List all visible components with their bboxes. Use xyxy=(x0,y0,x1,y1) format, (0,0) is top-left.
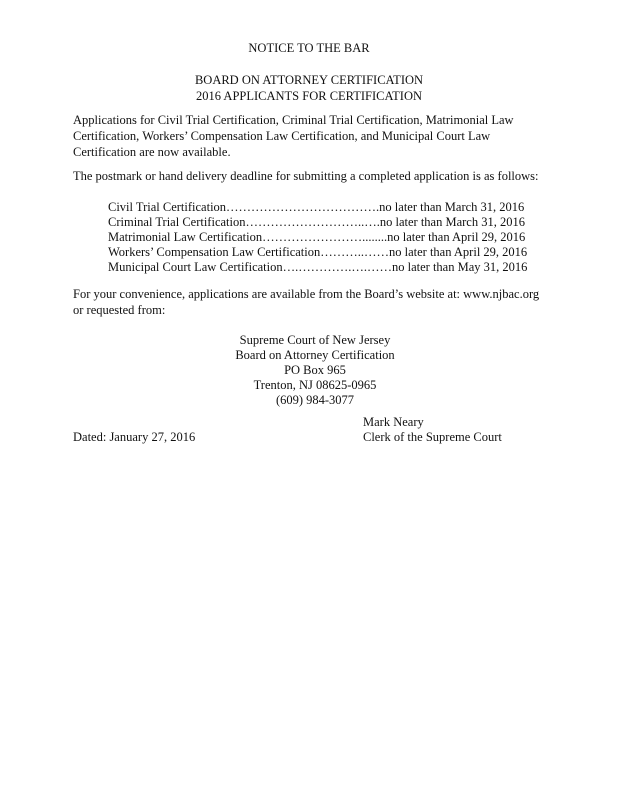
notice-title: NOTICE TO THE BAR xyxy=(248,41,370,55)
address-line-board: Board on Attorney Certification xyxy=(235,348,395,362)
deadline-matrimonial-law: Matrimonial Law Certification……………………........no later than April 29, 2016 xyxy=(108,230,526,244)
convenience-paragraph: For your convenience, applications are available from the Board’s website at: www.njbac.org or requested from: xyxy=(73,287,540,317)
deadline-municipal-court: Municipal Court Law Certification….………….….……no later than May 31, 2016 xyxy=(108,260,528,274)
board-title: BOARD ON ATTORNEY CERTIFICATION xyxy=(194,73,424,87)
document-subtitle: 2016 APPLICANTS FOR CERTIFICATION xyxy=(195,89,422,103)
deadline-workers-compensation: Workers’ Compensation Law Certification………..……no later than April 29, 2016 xyxy=(108,245,528,259)
address-line-city: Trenton, NJ 08625-0965 xyxy=(253,378,377,392)
address-line-phone: (609) 984-3077 xyxy=(275,393,355,407)
address-line-po-box: PO Box 965 xyxy=(284,363,346,377)
deadline-criminal-trial: Criminal Trial Certification………………………..….no later than March 31, 2016 xyxy=(108,215,525,229)
address-line-court: Supreme Court of New Jersey xyxy=(239,333,391,347)
intro-paragraph: Applications for Civil Trial Certification, Criminal Trial Certification, Matrimonial Law Certification, Workers’ Compensation Law Certification, and Municipal Court Law Certification are now available. xyxy=(73,113,514,159)
deadline-civil-trial: Civil Trial Certification……………………………….no later than March 31, 2016 xyxy=(108,200,525,214)
dated-line: Dated: January 27, 2016 xyxy=(73,430,196,444)
signature-title: Clerk of the Supreme Court xyxy=(363,430,502,444)
deadline-intro: The postmark or hand delivery deadline for submitting a completed application is as follows: xyxy=(73,169,539,183)
signature-name: Mark Neary xyxy=(363,415,424,429)
